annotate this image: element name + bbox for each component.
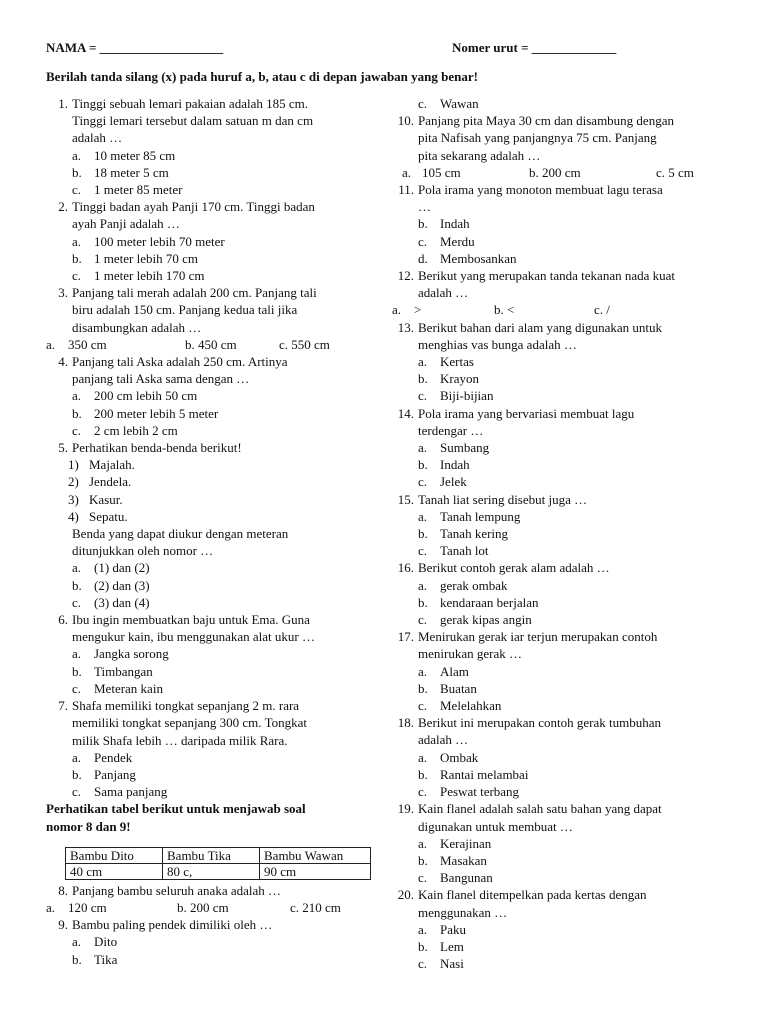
option-b[interactable]: b. 450 cm bbox=[185, 336, 237, 352]
question-text: digunakan untuk membuat … bbox=[418, 818, 573, 834]
question-number: 16. bbox=[397, 560, 414, 576]
option-b[interactable]: b. Rantai melambai bbox=[418, 766, 529, 782]
question-text: menghias vas bunga adalah … bbox=[418, 336, 577, 352]
option-c[interactable]: c. Melelahkan bbox=[418, 698, 502, 714]
question-number: 18. bbox=[397, 715, 414, 731]
question-number: 12. bbox=[397, 268, 414, 284]
option-a[interactable]: 350 cm bbox=[68, 336, 107, 352]
question-text: ayah Panji adalah … bbox=[72, 216, 180, 232]
question-text: Panjang tali Aska adalah 250 cm. Artinya bbox=[72, 354, 288, 370]
question-2 bbox=[46, 198, 372, 284]
question-text: Panjang tali merah adalah 200 cm. Panjang tali bbox=[72, 285, 317, 301]
option-c[interactable]: c. Tanah lot bbox=[418, 543, 489, 559]
question-number: 2. bbox=[58, 199, 68, 215]
question-number: 7. bbox=[58, 698, 68, 714]
question-20 bbox=[392, 886, 732, 972]
option-b[interactable]: b. 18 meter 5 cm bbox=[72, 164, 169, 180]
option-a[interactable]: a. Kertas bbox=[418, 354, 474, 370]
question-text: ditunjukkan oleh nomor … bbox=[72, 543, 214, 559]
table-intro: nomor 8 dan 9! bbox=[46, 818, 131, 834]
question-text: Bambu paling pendek dimiliki oleh … bbox=[72, 917, 273, 933]
question-text: Ibu ingin membuatkan baju untuk Ema. Guna bbox=[72, 612, 310, 628]
option-a[interactable]: a. Tanah lempung bbox=[418, 508, 521, 524]
question-text: Berikut bahan dari alam yang digunakan untuk bbox=[418, 319, 663, 335]
option-c[interactable]: c. Bangunan bbox=[418, 870, 493, 886]
question-text: Berikut yang merupakan tanda tekanan nada kuat bbox=[418, 268, 676, 284]
question-text: Pola irama yang monoton membuat lagu terasa bbox=[418, 182, 663, 197]
question-text: adalah … bbox=[418, 732, 469, 748]
question-text: disambungkan adalah … bbox=[72, 319, 202, 335]
question-16 bbox=[392, 559, 732, 628]
question-4 bbox=[46, 353, 372, 439]
question-text: Tinggi sebuah lemari pakaian adalah 185 cm. bbox=[72, 96, 308, 111]
option-b[interactable]: b. Tanah kering bbox=[418, 526, 509, 542]
inline-options bbox=[392, 164, 732, 181]
option-b[interactable]: b. Krayon bbox=[418, 371, 479, 387]
option-a[interactable]: a. Ombak bbox=[418, 749, 479, 765]
option-c[interactable]: c. 550 cm bbox=[279, 336, 330, 352]
option-a[interactable]: a. Pendek bbox=[72, 749, 133, 765]
question-text: pita Nafisah yang panjangnya 75 cm. Panjang bbox=[418, 130, 657, 146]
table-header: Bambu Dito bbox=[66, 847, 163, 863]
option-b[interactable]: b. < bbox=[494, 302, 515, 318]
question-number: 17. bbox=[397, 629, 414, 645]
inline-options bbox=[392, 301, 732, 318]
option-c[interactable]: c. 2 cm lebih 2 cm bbox=[72, 422, 178, 438]
question-number: 15. bbox=[397, 491, 414, 507]
option-c[interactable]: c. Merdu bbox=[418, 233, 475, 249]
question-6 bbox=[46, 611, 372, 697]
question-text: adalah … bbox=[418, 285, 469, 301]
number-field-label: Nomer urut = _____________ bbox=[452, 40, 617, 55]
right-column bbox=[392, 95, 732, 972]
question-number: 9. bbox=[58, 917, 68, 933]
question-text: pita sekarang adalah … bbox=[418, 147, 541, 163]
option-b[interactable]: b. Buatan bbox=[418, 680, 477, 696]
option-a-letter[interactable]: a. bbox=[392, 302, 402, 318]
question-text: Pola irama yang bervariasi membuat lagu bbox=[418, 405, 635, 421]
option-c[interactable]: c. (3) dan (4) bbox=[72, 594, 150, 610]
question-text: Tinggi badan ayah Panji 170 cm. Tinggi badan bbox=[72, 199, 315, 215]
question-number: 20. bbox=[397, 887, 414, 903]
question-text: adalah … bbox=[72, 130, 123, 146]
option-a-letter[interactable]: a. bbox=[46, 336, 56, 352]
option-a[interactable]: a. Alam bbox=[418, 663, 469, 679]
question-text: memiliki tongkat sepanjang 300 cm. Tongkat bbox=[72, 715, 307, 731]
option-a[interactable]: 120 cm bbox=[68, 899, 107, 915]
option-c[interactable]: c. 5 cm bbox=[656, 164, 694, 180]
list-item: 4) Sepatu. bbox=[68, 508, 128, 524]
question-text: biru adalah 150 cm. Panjang kedua tali jika bbox=[72, 302, 298, 318]
option-b[interactable]: b. Indah bbox=[418, 216, 470, 232]
question-number: 4. bbox=[58, 354, 68, 370]
question-18 bbox=[392, 714, 732, 800]
option-a-letter[interactable]: a. bbox=[46, 899, 56, 915]
option-a[interactable]: a. 200 cm lebih 50 cm bbox=[72, 388, 198, 404]
question-number: 14. bbox=[397, 405, 414, 421]
name-field-label: NAMA = ___________________ bbox=[46, 40, 224, 55]
question-19 bbox=[392, 800, 732, 886]
question-text: menggunakan … bbox=[418, 904, 508, 920]
question-text: terdengar … bbox=[418, 422, 484, 438]
option-c[interactable]: c. Peswat terbang bbox=[418, 784, 520, 800]
option-a[interactable]: a. Jangka sorong bbox=[72, 646, 169, 662]
left-column bbox=[46, 95, 372, 968]
question-text: Berikut contoh gerak alam adalah … bbox=[418, 560, 610, 576]
question-13 bbox=[392, 319, 732, 405]
question-text: menirukan gerak … bbox=[418, 646, 522, 662]
option-a[interactable]: a. (1) dan (2) bbox=[72, 560, 150, 576]
option-c[interactable]: c. Sama panjang bbox=[72, 784, 168, 800]
question-3 bbox=[46, 284, 372, 353]
question-17 bbox=[392, 628, 732, 714]
option-a[interactable]: a. 10 meter 85 cm bbox=[72, 147, 176, 163]
table-intro: Perhatikan tabel berikut untuk menjawab soal bbox=[46, 801, 306, 817]
question-5 bbox=[46, 439, 372, 611]
option-b[interactable]: b. 200 cm bbox=[529, 164, 581, 180]
question-text: Tanah liat sering disebut juga … bbox=[418, 491, 588, 507]
question-8 bbox=[46, 882, 372, 916]
option-c[interactable]: c. 210 cm bbox=[290, 899, 341, 915]
question-text: Benda yang dapat diukur dengan meteran bbox=[72, 526, 289, 542]
option-c[interactable]: c. Nasi bbox=[418, 956, 464, 972]
option-c[interactable]: c. Jelek bbox=[418, 474, 467, 490]
question-10 bbox=[392, 112, 732, 181]
question-text: mengukur kain, ibu menggunakan alat ukur … bbox=[72, 629, 315, 645]
question-text: Panjang pita Maya 30 cm dan disambung dengan bbox=[418, 113, 674, 129]
inline-options bbox=[46, 336, 372, 353]
option-c[interactable]: c. / bbox=[594, 302, 610, 318]
question-12 bbox=[392, 267, 732, 319]
question-text: Panjang bambu seluruh anaka adalah … bbox=[72, 882, 282, 898]
table-header: Bambu Wawan bbox=[260, 847, 371, 863]
option-b[interactable]: b. Timbangan bbox=[72, 663, 153, 679]
question-number: 19. bbox=[397, 801, 414, 817]
option-c[interactable]: c. gerak kipas angin bbox=[418, 612, 532, 628]
option-a[interactable]: > bbox=[414, 302, 422, 318]
question-text: Shafa memiliki tongkat sepanjang 2 m. rara bbox=[72, 698, 300, 714]
table-header: Bambu Tika bbox=[163, 847, 260, 863]
question-number: 11. bbox=[398, 182, 414, 197]
option-b[interactable]: b. Masakan bbox=[418, 852, 487, 868]
question-text: Kain flanel ditempelkan pada kertas dengan bbox=[418, 887, 647, 903]
question-text: Perhatikan benda-benda berikut! bbox=[72, 440, 242, 456]
question-9 bbox=[46, 916, 372, 968]
question-1 bbox=[46, 95, 372, 198]
option-a[interactable]: a. gerak ombak bbox=[418, 577, 508, 593]
question-text: Tinggi lemari tersebut dalam satuan m dan cm bbox=[72, 113, 314, 129]
option-b[interactable]: b. 200 cm bbox=[177, 899, 229, 915]
option-b[interactable]: b. Indah bbox=[418, 457, 470, 473]
question-7 bbox=[46, 697, 372, 800]
bamboo-table bbox=[65, 847, 371, 880]
option-c[interactable]: c. Meteran kain bbox=[72, 680, 163, 696]
question-number: 6. bbox=[58, 612, 68, 628]
question-text: Kain flanel adalah salah satu bahan yang dapat bbox=[418, 801, 662, 817]
question-text: Menirukan gerak iar terjun merupakan contoh bbox=[418, 629, 658, 645]
option-b[interactable]: b. 200 meter lebih 5 meter bbox=[72, 405, 219, 421]
table-row bbox=[66, 863, 371, 879]
option-c[interactable]: c. Wawan bbox=[418, 96, 479, 111]
table-header-row bbox=[66, 847, 371, 863]
option-b[interactable]: b. Panjang bbox=[72, 766, 136, 782]
question-text: … bbox=[418, 199, 431, 215]
table-cell: 90 cm bbox=[260, 863, 371, 879]
list-item: 3) Kasur. bbox=[68, 491, 123, 507]
question-number: 5. bbox=[58, 440, 68, 456]
option-a[interactable]: 105 cm bbox=[422, 164, 461, 180]
question-number: 1. bbox=[58, 96, 68, 111]
option-c[interactable]: c. Biji-bijian bbox=[418, 388, 494, 404]
question-14 bbox=[392, 405, 732, 491]
table-cell: 80 c, bbox=[163, 863, 260, 879]
option-a[interactable]: a. Sumbang bbox=[418, 440, 490, 456]
instruction-text: Berilah tanda silang (x) pada huruf a, b, atau c di depan jawaban yang benar! bbox=[46, 69, 478, 84]
question-text: milik Shafa lebih … daripada milik Rara. bbox=[72, 732, 288, 748]
question-number: 3. bbox=[58, 285, 68, 301]
option-b[interactable]: b. (2) dan (3) bbox=[72, 577, 150, 593]
option-a[interactable]: a. Kerajinan bbox=[418, 835, 492, 851]
option-a[interactable]: a. Dito bbox=[72, 934, 118, 950]
inline-options bbox=[46, 899, 372, 916]
option-d[interactable]: d. Membosankan bbox=[418, 250, 517, 266]
question-15 bbox=[392, 491, 732, 560]
question-number: 8. bbox=[58, 882, 68, 898]
question-text: panjang tali Aska sama dengan … bbox=[72, 371, 250, 387]
list-item: 1) Majalah. bbox=[68, 457, 135, 473]
question-number: 13. bbox=[397, 319, 414, 335]
option-a-letter[interactable]: a. bbox=[402, 164, 412, 180]
option-a[interactable]: a. Paku bbox=[418, 921, 466, 937]
question-11 bbox=[392, 181, 732, 267]
question-text: Berikut ini merupakan contoh gerak tumbuhan bbox=[418, 715, 661, 731]
option-a[interactable]: a. 100 meter lebih 70 meter bbox=[72, 233, 225, 249]
option-b[interactable]: b. Lem bbox=[418, 938, 464, 954]
list-item: 2) Jendela. bbox=[68, 474, 132, 490]
option-b[interactable]: b. 1 meter lebih 70 cm bbox=[72, 250, 198, 266]
option-b[interactable]: b. Tika bbox=[72, 951, 118, 967]
table-cell: 40 cm bbox=[66, 863, 163, 879]
option-c[interactable]: c. 1 meter lebih 170 cm bbox=[72, 268, 205, 284]
option-c[interactable]: c. 1 meter 85 meter bbox=[72, 182, 183, 198]
option-b[interactable]: b. kendaraan berjalan bbox=[418, 594, 539, 610]
question-number: 10. bbox=[397, 113, 414, 129]
